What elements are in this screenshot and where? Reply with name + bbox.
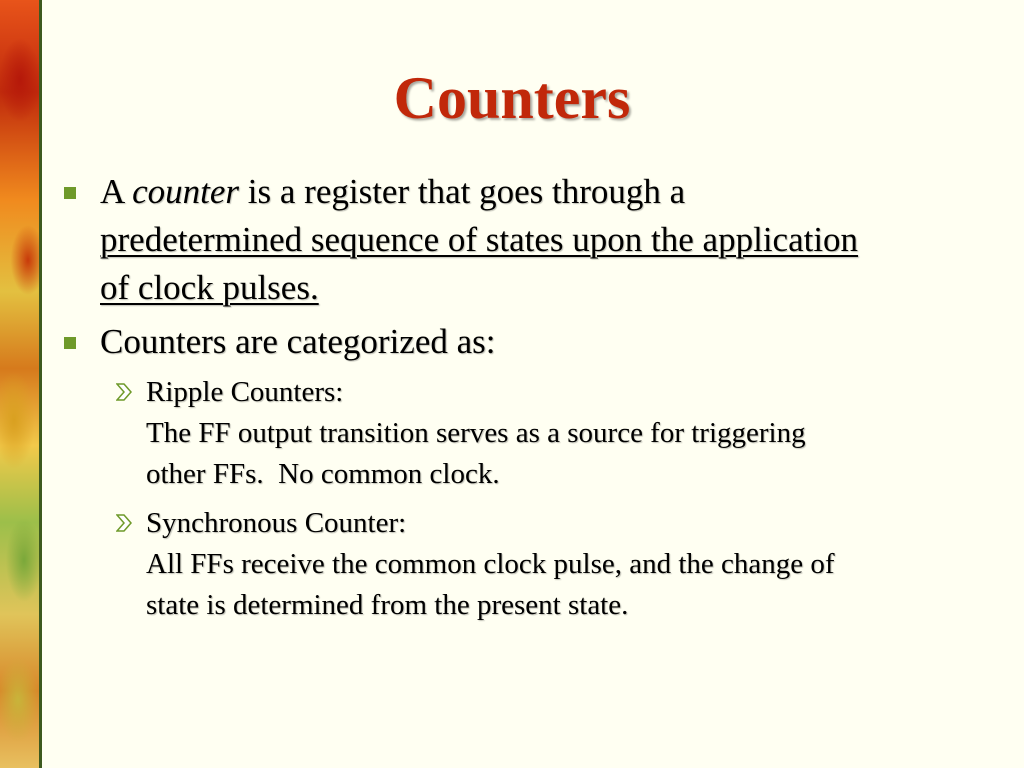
sub-bullet-line-1: All FFs receive the common clock pulse, and the change of [146,548,835,580]
sub-bullet-heading: Ripple Counters: [146,376,344,408]
bullet-text: is a register that goes through a [239,172,686,211]
bullet-counter-definition [62,168,972,312]
bullet-text: Counters are categorized as: [100,322,496,361]
sub-bullet-line-2: state is determined from the present state. [146,589,629,621]
arrow-bullet-icon [116,383,132,401]
slide-title: Counters [393,65,631,131]
sub-bullet-ripple-counters [108,372,972,495]
bullet-underlined-line-1: predetermined sequence of states upon the application [100,220,859,259]
sub-bullet-list [62,372,972,626]
sub-bullet-synchronous-counter [108,503,972,626]
bullet-underlined-line-2: of clock pulses. [100,268,319,307]
bullet-line-1 [100,168,972,216]
bullet-categories [62,318,972,366]
arrow-bullet-icon [116,514,132,532]
bullet-prefix: A [100,172,133,211]
slide-body [62,168,972,634]
square-bullet-icon [64,187,76,199]
sub-bullet-heading: Synchronous Counter: [146,507,407,539]
square-bullet-icon [64,337,76,349]
sub-bullet-line-1: The FF output transition serves as a source for triggering [146,417,806,449]
bullet-emphasis: counter [132,172,240,211]
sub-bullet-line-2: other FFs. No common clock. [146,458,500,490]
